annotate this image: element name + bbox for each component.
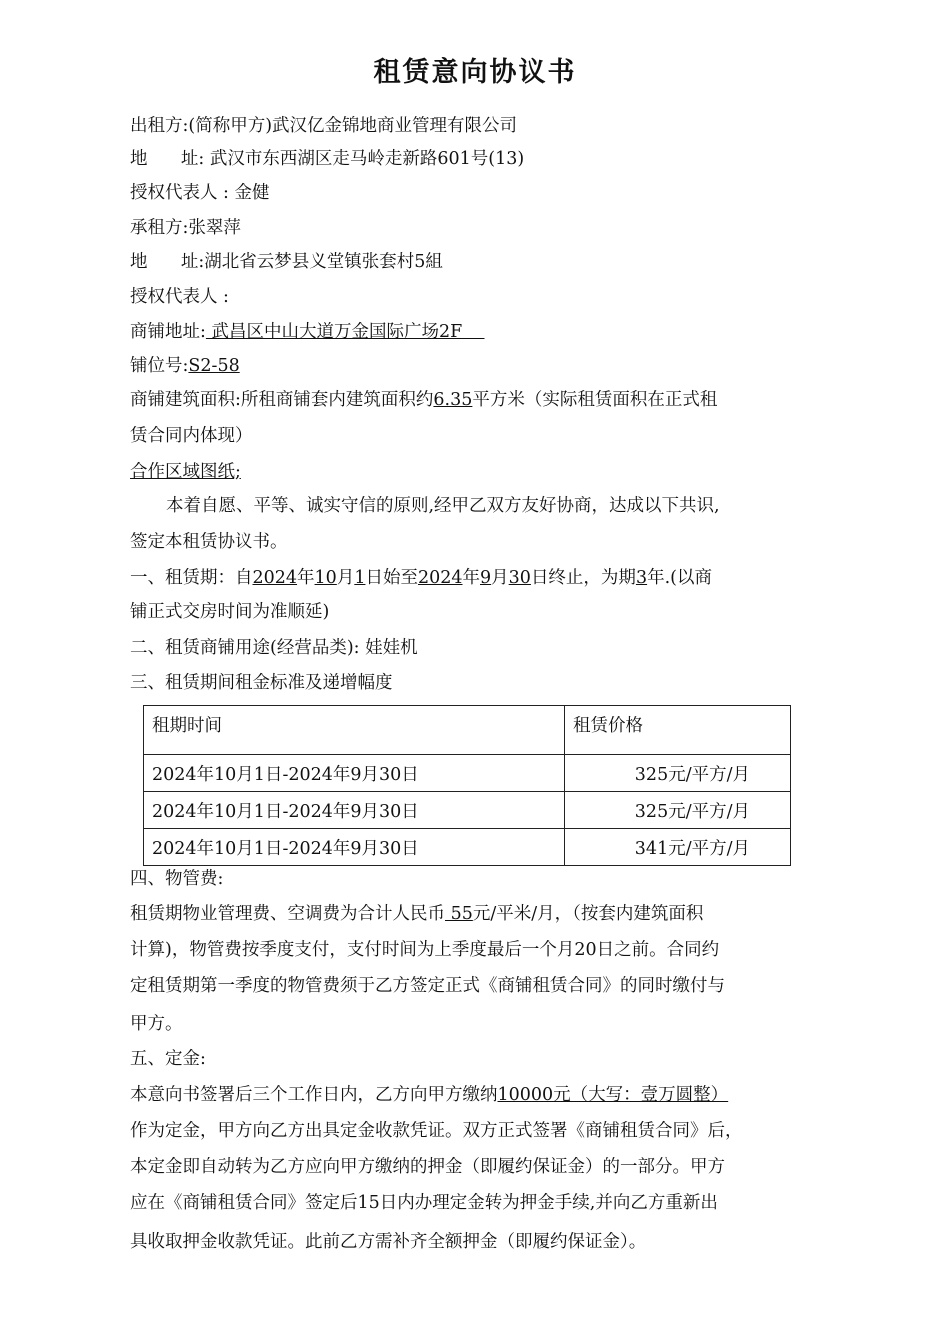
term-year-char-2: 年	[462, 568, 481, 588]
drawing-label: 合作区域图纸;	[130, 462, 241, 482]
rent-period-cell: 2024年10月1日-2024年9月30日	[144, 792, 565, 829]
rent-table-header	[144, 706, 791, 755]
shop-address-value: 武昌区中山大道万金国际广场2F	[205, 322, 485, 342]
rent-header-price: 租赁价格	[565, 706, 791, 755]
rent-table	[143, 705, 791, 866]
lessee-address-value: 湖北省云梦县义堂镇张套村5組	[204, 252, 443, 272]
mgmt-post: 元/平米/月，（按套内建筑面积	[472, 904, 704, 924]
term-month-char: 月	[336, 568, 355, 588]
area-line	[130, 388, 800, 412]
area-pre: 所租商铺套内建筑面积约	[240, 390, 434, 410]
document-title: 租赁意向协议书	[373, 57, 577, 88]
deposit-line-5: 具收取押金收款凭证。此前乙方需补齐全额押金（即履约保证金）。	[130, 1232, 647, 1252]
rent-price-cell: 341元/平方/月	[565, 829, 791, 866]
lessee-line	[130, 216, 800, 240]
term-year-char: 年	[297, 568, 315, 588]
lessor-rep-label: 授权代表人 :	[130, 183, 229, 203]
area-label: 商铺建筑面积:	[130, 390, 241, 410]
unit-no-value: S2-58	[188, 356, 240, 376]
lessee-address-line	[130, 250, 800, 274]
lessee-address-label: 地 址:	[130, 252, 205, 272]
lessor-value: (简称甲方)武汉亿金锦地商业管理有限公司	[188, 116, 518, 136]
lessor-label: 出租方:	[130, 116, 189, 136]
lessee-rep-label: 授权代表人 :	[130, 287, 229, 307]
rent-price-cell: 325元/平方/月	[565, 755, 791, 792]
usage-line: 二、租赁商铺用途(经营品类): 娃娃机	[130, 638, 418, 658]
deposit-line-2: 作为定金，甲方向乙方出具定金收款凭证。双方正式签署《商铺租赁合同》后，	[130, 1121, 743, 1141]
term-month-char-2: 月	[491, 568, 509, 588]
lessor-address-line	[130, 147, 800, 171]
mgmt-line-2: 计算)，物管费按季度支付，支付时间为上季度最后一个月20日之前。合同约	[130, 940, 720, 960]
lessor-rep-value: 金健	[234, 183, 270, 203]
lessor-address-value: 武汉市东西湖区走马岭走新路601号(13)	[209, 149, 525, 169]
term-end-day: 30	[508, 568, 531, 588]
shop-address-label: 商铺地址:	[130, 322, 206, 342]
term-line-2: 铺正式交房时间为准顺延)	[130, 602, 330, 622]
mgmt-pre: 租赁期物业管理费、空调费为合计人民币	[130, 904, 445, 924]
term-years: 3	[635, 568, 648, 588]
mgmt-heading: 四、物管费:	[130, 869, 224, 889]
area-value: 6.35	[433, 390, 473, 410]
term-prefix: 一、租赁期：自	[130, 568, 253, 588]
area-post: 平方米（实际租赁面积在正式租	[472, 390, 718, 410]
deposit-line-4: 应在《商铺租赁合同》签定后15日内办理定金转为押金手续,并向乙方重新出	[130, 1193, 718, 1213]
unit-no-label: 铺位号:	[130, 356, 189, 376]
rent-price-cell: 325元/平方/月	[565, 792, 791, 829]
rent-header-period: 租期时间	[144, 706, 565, 755]
lessor-address-label: 地 址:	[130, 149, 205, 169]
term-start-day: 1	[354, 568, 366, 588]
term-end-month: 9	[480, 568, 492, 588]
term-line	[130, 566, 800, 590]
term-end-year: 2024	[417, 568, 463, 588]
lessee-rep-line	[130, 285, 800, 309]
term-end-text: 日终止，为期	[530, 568, 636, 588]
area-line-2: 赁合同内体现）	[130, 426, 253, 446]
lessor-line	[130, 114, 800, 138]
rent-period-cell: 2024年10月1日-2024年9月30日	[144, 755, 565, 792]
deposit-amount: 10000元（大写：壹万圆整）	[497, 1085, 729, 1105]
mgmt-fee: 55	[445, 904, 473, 924]
rent-heading: 三、租赁期间租金标准及递增幅度	[130, 673, 393, 693]
lessee-value: 张翠萍	[188, 218, 241, 238]
table-row	[144, 792, 791, 829]
deposit-line-1	[130, 1083, 800, 1107]
deposit-pre: 本意向书签署后三个工作日内，乙方向甲方缴纳	[130, 1085, 498, 1105]
drawing-line	[130, 460, 800, 484]
lessee-label: 承租方:	[130, 218, 189, 238]
mgmt-line-3: 定租赁期第一季度的物管费须于乙方签定正式《商铺租赁合同》的同时缴付与	[130, 976, 725, 996]
shop-address-line	[130, 320, 800, 344]
deposit-heading: 五、定金:	[130, 1049, 206, 1069]
term-suffix: 年.(以商	[647, 568, 712, 588]
term-mid: 日始至	[365, 568, 418, 588]
mgmt-line-1	[130, 902, 800, 926]
term-start-month: 10	[314, 568, 337, 588]
preamble-line-1: 本着自愿、平等、诚实守信的原则,经甲乙双方友好协商，达成以下共识,	[166, 496, 720, 516]
term-start-year: 2024	[252, 568, 298, 588]
rent-period-cell: 2024年10月1日-2024年9月30日	[144, 829, 565, 866]
mgmt-line-4: 甲方。	[130, 1014, 183, 1034]
table-row	[144, 829, 791, 866]
lessor-rep-line	[130, 181, 800, 205]
unit-no-line	[130, 354, 800, 378]
preamble-line-2: 签定本租赁协议书。	[130, 532, 288, 552]
deposit-line-3: 本定金即自动转为乙方应向甲方缴纳的押金（即履约保证金）的一部分。甲方	[130, 1157, 725, 1177]
table-row	[144, 755, 791, 792]
